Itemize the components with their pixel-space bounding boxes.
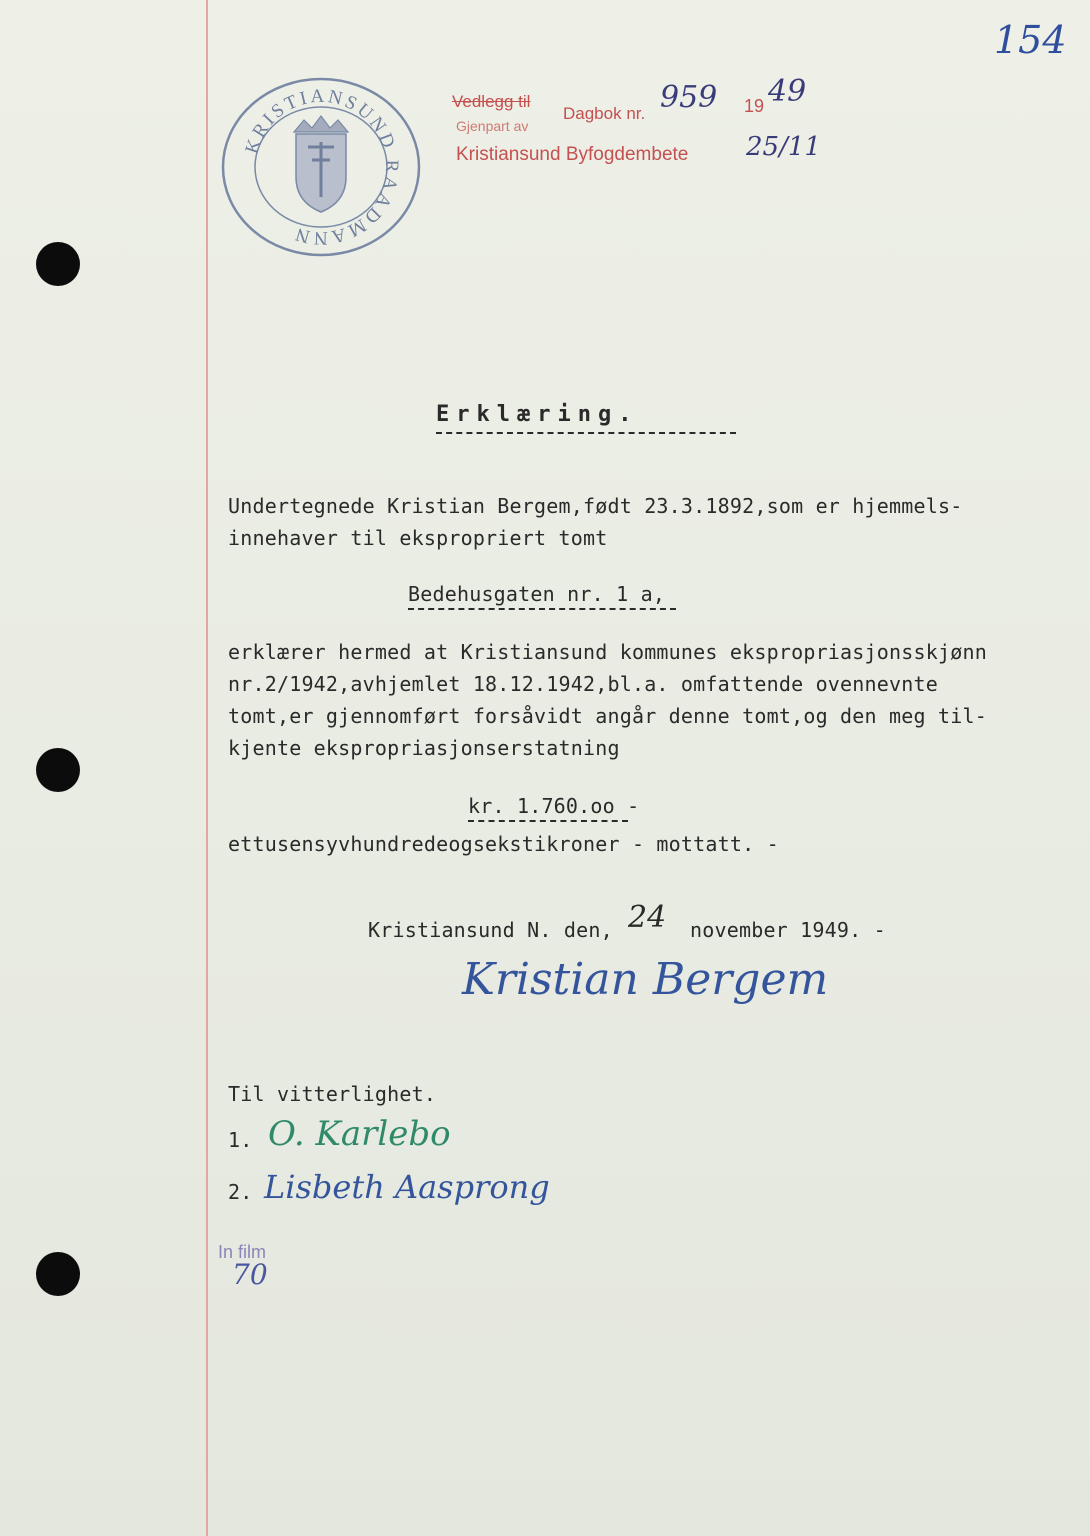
paragraph-line: kjente ekspropriasjonserstatning: [228, 736, 620, 760]
stamp-dagbok-number: 959: [660, 80, 718, 115]
place-date-prefix: Kristiansund N. den,: [368, 918, 613, 942]
amount-in-words: ettusensyvhundredeogsekstikroner - mottatt. -: [228, 832, 779, 856]
title-underline: [436, 432, 736, 434]
amount-underline: [468, 820, 628, 822]
signature: Kristian Bergem: [462, 954, 829, 1005]
paragraph-line: nr.2/1942,avhjemlet 18.12.1942,bl.a. omfattende ovennevnte: [228, 672, 938, 696]
witness-number: 2.: [228, 1180, 253, 1204]
paragraph-line: erklærer hermed at Kristiansund kommunes ekspropriasjonsskjønn: [228, 640, 987, 664]
property-address: Bedehusgaten nr. 1 a,: [408, 582, 666, 606]
punch-hole: [36, 242, 80, 286]
witness-signature: Lisbeth Aasprong: [264, 1168, 550, 1206]
paragraph-line: Undertegnede Kristian Bergem,født 23.3.1892,som er hjemmels-: [228, 494, 963, 518]
stamp-date-hand: 25/11: [746, 132, 821, 162]
stamp-year-hand: 49: [768, 74, 807, 109]
witness-signature: O. Karlebo: [268, 1114, 451, 1154]
paragraph-line: tomt,er gjennomført forsåvidt angår denne tomt,og den meg til-: [228, 704, 987, 728]
stamp-struck-label: Vedlegg til: [452, 92, 531, 111]
municipal-seal: [216, 72, 426, 262]
film-hand-number: 70: [232, 1258, 268, 1291]
witness-number: 1.: [228, 1128, 253, 1152]
stamp-dagbok-label: Dagbok nr.: [563, 104, 646, 123]
page-number: 154: [994, 18, 1067, 62]
date-day: 24: [628, 900, 667, 935]
stamp-copy-label: Gjenpart av: [456, 118, 529, 134]
place-date-suffix: november 1949. -: [690, 918, 886, 942]
witness-heading: Til vitterlighet.: [228, 1082, 437, 1106]
margin-line: [206, 0, 208, 1536]
film-stamp: In film: [218, 1242, 267, 1262]
seal-text: KRISTIANSUND RAADMANN: [241, 85, 403, 249]
paragraph-line: innehaver til ekspropriert tomt: [228, 526, 608, 550]
document-title: Erklæring.: [436, 402, 639, 427]
stamp-office: Kristiansund Byfogdembete: [456, 144, 689, 165]
stamp-year-prefix: 19: [744, 96, 765, 116]
punch-hole: [36, 1252, 80, 1296]
punch-hole: [36, 748, 80, 792]
property-underline: [408, 608, 676, 610]
amount: kr. 1.760.oo -: [468, 794, 640, 818]
